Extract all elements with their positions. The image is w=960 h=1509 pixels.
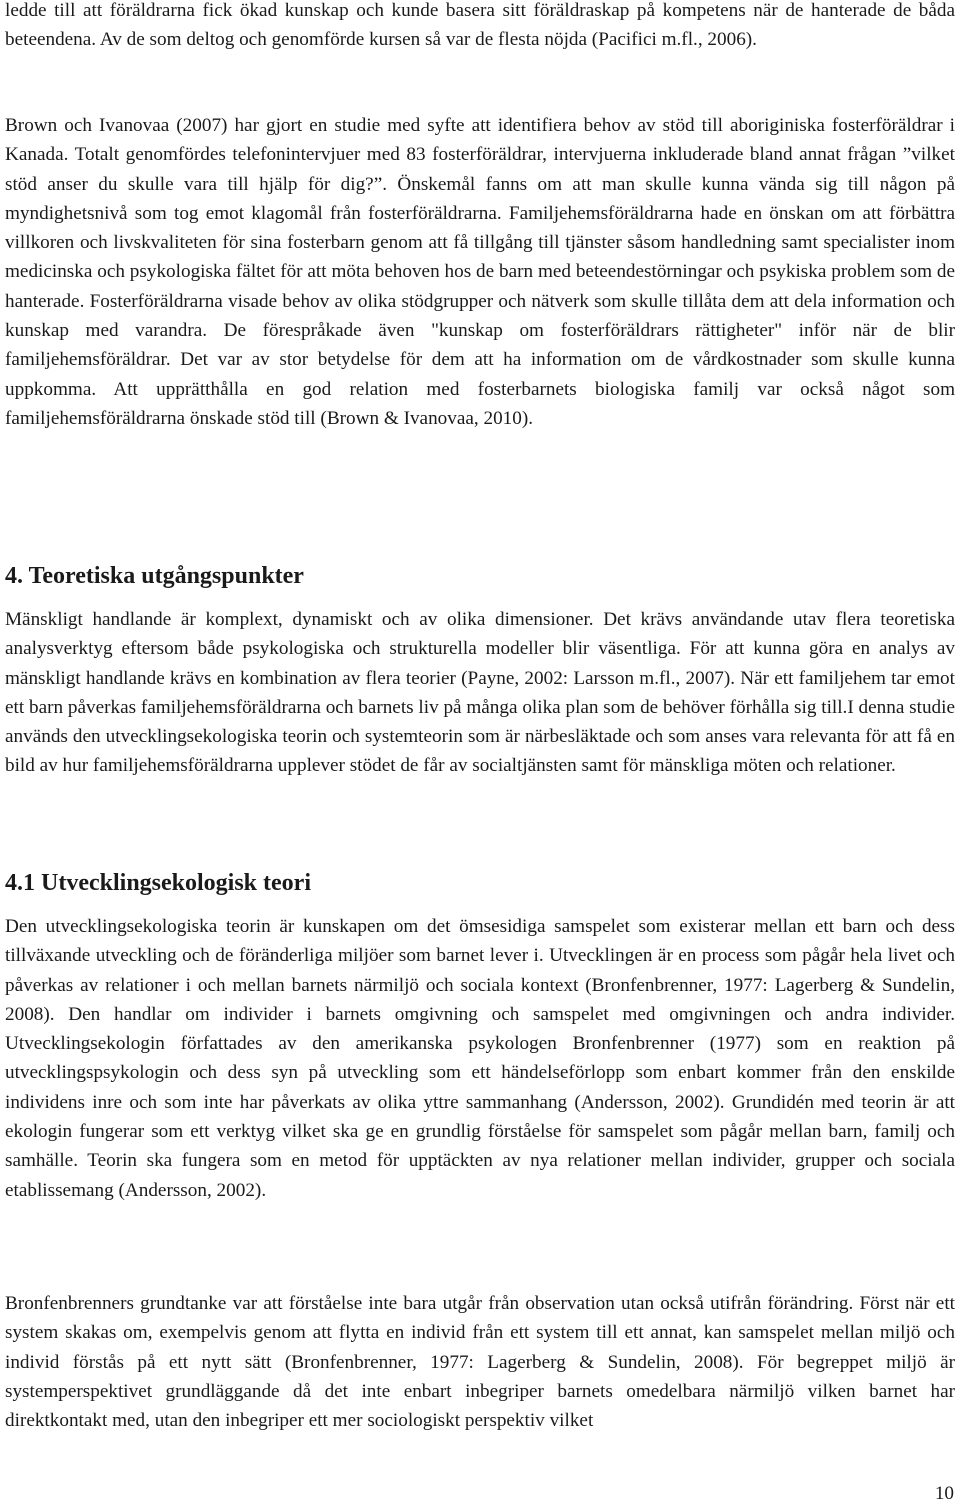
page-number: 10 — [934, 1483, 954, 1504]
paragraph-bronfenbrenner: Bronfenbrenners grundtanke var att förståelse inte bara utgår från observation utan också utifrån förändring. Först när ett system skakas om, exempelvis genom att flytta en individ från ett system till ett annat, kan samspelet mellan miljö och individ förstås på ett nytt sätt (Bronfenbrenner, 1977: Lagerberg & Sundelin, 2008). För begreppet miljö är systemperspektivet grundläggande då det inte enbart inbegriper barnets omedelbara närmiljö vilken barnet har direktkontakt med, utan den inbegriper ett mer sociologiskt perspektiv vilket — [5, 1293, 955, 1432]
paragraph-intro: ledde till att föräldrarna fick ökad kunskap och kunde basera sitt föräldraskap på kompetens när de hanterade de båda beteendena. Av de som deltog och genomförde kursen så var de flesta nöjda (Pacifici m.fl., 2006). — [5, 0, 955, 51]
paragraph-utvecklingsekologisk: Den utvecklingsekologiska teorin är kunskapen om det ömsesidiga samspelet som existerar mellan ett barn och dess tillväxande utveckling och de föränderliga miljöer som barnet lever i. Utvecklingen är en process som pågår hela livet och påverkas av relationer i och mellan barnets närmiljö och sociala kontext (Bronfenbrenner, 1977: Lagerberg & Sundelin, 2008). Den handlar om individer i barnets omgivning och samspelet med omgivningen och andra individer. Utvecklingsekologin författades av den amerikanska psykologen Bronfenbrenner (1977) som en reaktion på utvecklingspsykologin och dess syn på utveckling som ett händelseförlopp som enbart kommer från den enskilde individens inre och som inte har påverkats av olika yttre sammanhang (Andersson, 2002). Grundidén med teorin är att ekologin fungerar som ett verktyg vilket ska ge en grundlig förståelse för samspelet som pågår mellan barn, familj och samhälle. Teorin ska fungera som en metod för upptäckten av nya relationer mellan individer, grupper och sociala etablissemang (Andersson, 2002). — [5, 916, 955, 1201]
paragraph-brown-ivanovaa: Brown och Ivanovaa (2007) har gjort en studie med syfte att identifiera behov av stöd till aboriginiska fosterföräldrar i Kanada. Totalt genomfördes telefonintervjuer med 83 fosterföräldrar, intervjuerna inkluderade bland annat frågan ”vilket stöd anser du skulle vara till hjälp för dig?”. Önskemål fanns om att man skulle kunna vända sig till någon på myndighetsnivå som tog emot klagomål från fosterföräldrarna. Familjehemsföräldrarna hade en önskan om att förbättra villkoren och livskvaliteten för sina fosterbarn genom att få tillgång till tjänster såsom handledning samt specialister inom medicinska och psykologiska fältet för att möta behoven hos de barn med beteendestörningar och psykiska problem som de hanterade. Fosterföräldrarna visade behov av olika stödgrupper och nätverk som skulle tillåta dem att dela information och kunskap med varandra. De förespråkade även "kunskap om fosterföräldrars rättigheter" inför när de blir familjehemsföräldrar. Det var av stor betydelse för dem att ha information om de vårdkostnader som skulle kunna uppkomma. Att upprätthålla en god relation med fosterbarnets biologiska familj var också något som familjehemsföräldrarna önskade stöd till (Brown & Ivanovaa, 2010). — [5, 115, 955, 429]
section-heading-utvecklingsekologisk-teori: 4.1 Utvecklingsekologisk teori — [5, 870, 311, 896]
section-heading-teoretiska-utgangspunkter: 4. Teoretiska utgångspunkter — [5, 563, 304, 589]
paragraph-teoretiska: Mänskligt handlande är komplext, dynamiskt och av olika dimensioner. Det krävs användande utav flera teoretiska analysverktyg eftersom både psykologiska och strukturella modeller blir väsentliga. För att kunna göra en analys av mänskligt handlande krävs en kombination av flera teorier (Payne, 2002: Larsson m.fl., 2007). När ett familjehem tar emot ett barn påverkas familjehemsföräldrarna och barnets liv på många olika plan som de behöver förhålla sig till.I denna studie används den utvecklingsekologiska teorin och systemteorin som är närbesläktade och som anses vara relevanta för att få en bild av hur familjehemsföräldrarna upplever stödet de får av socialtjänsten samt för mänskliga möten och relationer. — [5, 609, 955, 777]
